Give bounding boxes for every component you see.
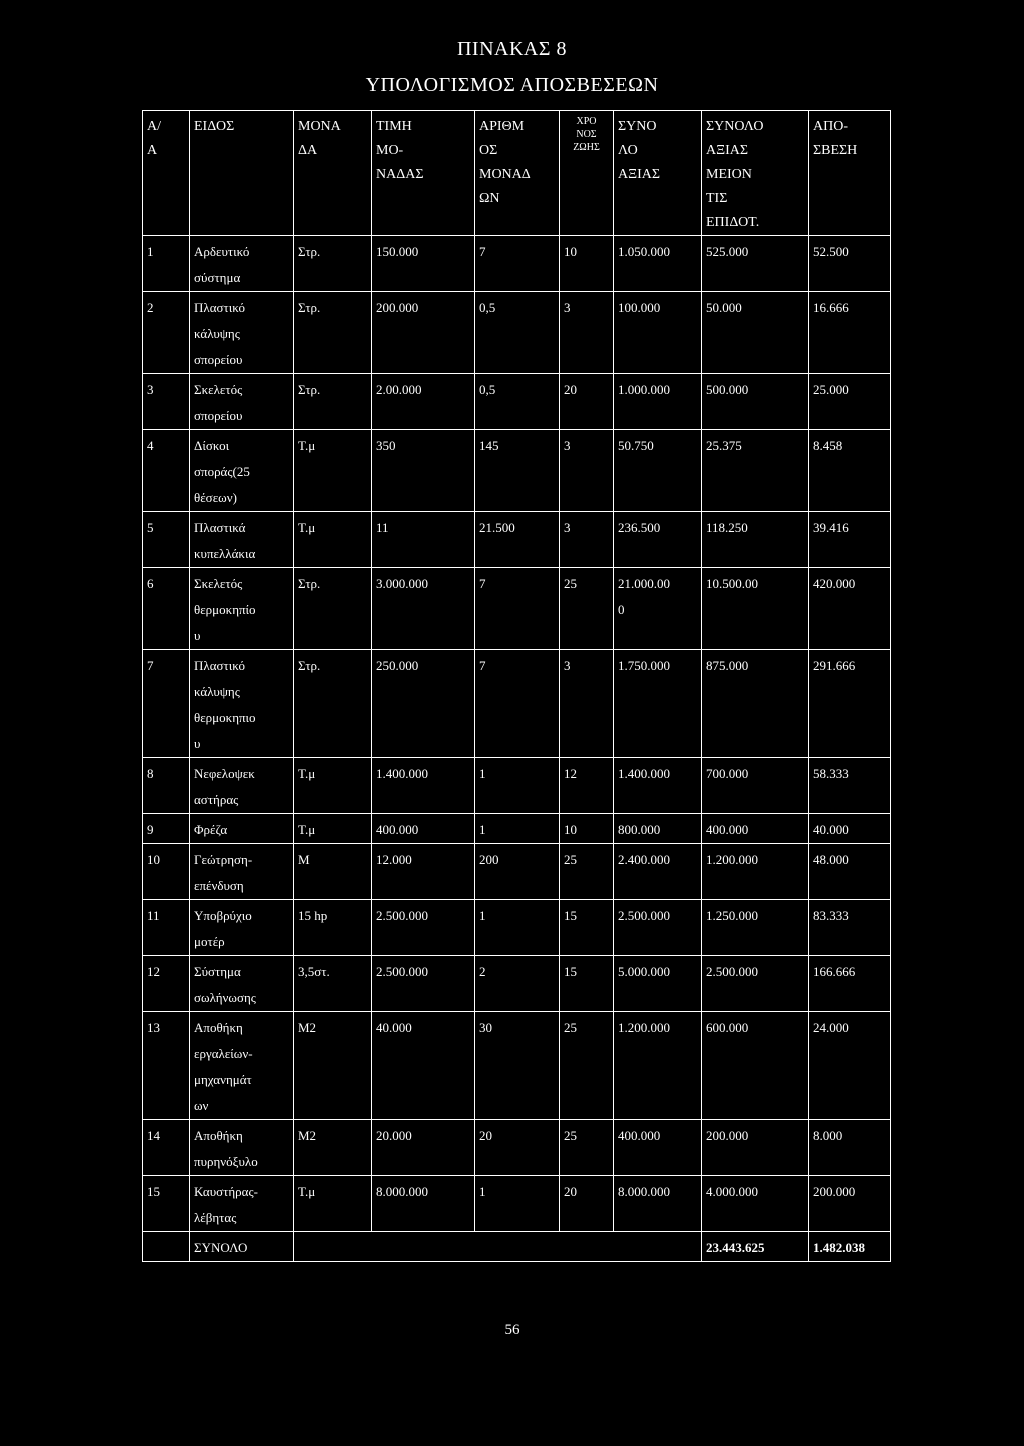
cell-arithmos: 2 [475, 956, 560, 1012]
cell-aposvesi: 16.666 [809, 292, 891, 374]
header-row [143, 111, 891, 236]
cell-timi: 2.00.000 [372, 374, 475, 430]
cell-monada: Στρ. [294, 374, 372, 430]
table-row [143, 900, 891, 956]
cell-aposvesi: 25.000 [809, 374, 891, 430]
cell-arithmos: 30 [475, 1012, 560, 1120]
cell-arithmos: 7 [475, 568, 560, 650]
table-row [143, 1176, 891, 1232]
cell-eidos: Αποθήκη εργαλείων- μηχανημάτ ων [190, 1012, 294, 1120]
cell-monada: Τ.μ [294, 1176, 372, 1232]
cell-aa: 9 [143, 814, 190, 844]
cell-monada: 15 hp [294, 900, 372, 956]
table-row [143, 236, 891, 292]
cell-synolo: 1.000.000 [614, 374, 702, 430]
cell-xronos: 10 [560, 236, 614, 292]
cell-eidos: Νεφελοψεκ αστήρας [190, 758, 294, 814]
table-title: ΠΙΝΑΚΑΣ 8 [456, 38, 568, 60]
cell-monada: Τ.μ [294, 814, 372, 844]
cell-xronos: 3 [560, 292, 614, 374]
cell-meion: 400.000 [702, 814, 809, 844]
table-row [143, 292, 891, 374]
cell-aa: 2 [143, 292, 190, 374]
cell-xronos: 20 [560, 1176, 614, 1232]
cell-xronos: 25 [560, 1120, 614, 1176]
cell-monada: Τ.μ [294, 512, 372, 568]
cell-meion: 4.000.000 [702, 1176, 809, 1232]
cell-arithmos: 1 [475, 758, 560, 814]
cell-meion: 50.000 [702, 292, 809, 374]
table-row [143, 814, 891, 844]
cell-synolo: 5.000.000 [614, 956, 702, 1012]
cell-aa: 8 [143, 758, 190, 814]
table-row [143, 430, 891, 512]
cell-arithmos: 20 [475, 1120, 560, 1176]
cell-eidos: Δίσκοι σποράς(25 θέσεων) [190, 430, 294, 512]
cell-eidos: Πλαστικό κάλυψης θερμοκηπιο υ [190, 650, 294, 758]
cell-meion: 875.000 [702, 650, 809, 758]
cell-monada: Τ.μ [294, 758, 372, 814]
cell-aposvesi: 420.000 [809, 568, 891, 650]
cell-synolo: 1.200.000 [614, 1012, 702, 1120]
cell-synolo: 8.000.000 [614, 1176, 702, 1232]
cell-timi: 2.500.000 [372, 900, 475, 956]
cell-timi: 12.000 [372, 844, 475, 900]
cell-meion: 525.000 [702, 236, 809, 292]
cell-meion: 1.200.000 [702, 844, 809, 900]
cell-arithmos: 0,5 [475, 292, 560, 374]
cell-xronos: 15 [560, 956, 614, 1012]
cell-synolo: 1.050.000 [614, 236, 702, 292]
cell-aposvesi: 40.000 [809, 814, 891, 844]
header-synolo-axias: ΣΥΝΟ ΛΟ ΑΞΙΑΣ [614, 111, 702, 236]
cell-aposvesi: 24.000 [809, 1012, 891, 1120]
cell-meion: 600.000 [702, 1012, 809, 1120]
total-row [143, 1232, 891, 1262]
table-row [143, 374, 891, 430]
cell-synolo: 400.000 [614, 1120, 702, 1176]
page-number: 56 [504, 1322, 520, 1338]
total-spacer [294, 1232, 702, 1262]
cell-monada: Τ.μ [294, 430, 372, 512]
header-aa: Α/ Α [143, 111, 190, 236]
cell-meion: 2.500.000 [702, 956, 809, 1012]
cell-meion: 118.250 [702, 512, 809, 568]
cell-xronos: 20 [560, 374, 614, 430]
table-row [143, 1012, 891, 1120]
cell-arithmos: 1 [475, 900, 560, 956]
header-arithmos: ΑΡΙΘΜ ΟΣ ΜΟΝΑΔ ΩΝ [475, 111, 560, 236]
cell-xronos: 10 [560, 814, 614, 844]
cell-synolo: 2.400.000 [614, 844, 702, 900]
cell-timi: 150.000 [372, 236, 475, 292]
cell-aa: 1 [143, 236, 190, 292]
cell-xronos: 25 [560, 844, 614, 900]
cell-aa: 5 [143, 512, 190, 568]
cell-xronos: 3 [560, 512, 614, 568]
cell-xronos: 15 [560, 900, 614, 956]
cell-monada: Στρ. [294, 292, 372, 374]
cell-aposvesi: 52.500 [809, 236, 891, 292]
cell-eidos: Πλαστικό κάλυψης σπορείου [190, 292, 294, 374]
cell-monada: Στρ. [294, 236, 372, 292]
cell-arithmos: 7 [475, 236, 560, 292]
cell-aa: 14 [143, 1120, 190, 1176]
cell-aposvesi: 48.000 [809, 844, 891, 900]
header-synolo-axias-meion: ΣΥΝΟΛΟ ΑΞΙΑΣ ΜΕΙΟΝ ΤΙΣ ΕΠΙΔΟΤ. [702, 111, 809, 236]
cell-xronos: 25 [560, 568, 614, 650]
cell-timi: 3.000.000 [372, 568, 475, 650]
cell-eidos: Γεώτρηση- επένδυση [190, 844, 294, 900]
cell-aposvesi: 39.416 [809, 512, 891, 568]
cell-arithmos: 7 [475, 650, 560, 758]
table-subtitle: ΥΠΟΛΟΓΙΣΜΟΣ ΑΠΟΣΒΕΣΕΩΝ [365, 74, 659, 96]
cell-eidos: Σκελετός θερμοκηπίο υ [190, 568, 294, 650]
cell-synolo: 1.400.000 [614, 758, 702, 814]
cell-arithmos: 145 [475, 430, 560, 512]
cell-synolo: 100.000 [614, 292, 702, 374]
cell-aposvesi: 291.666 [809, 650, 891, 758]
cell-aa: 11 [143, 900, 190, 956]
table-row [143, 956, 891, 1012]
cell-xronos: 3 [560, 650, 614, 758]
cell-timi: 350 [372, 430, 475, 512]
cell-arithmos: 1 [475, 1176, 560, 1232]
cell-timi: 250.000 [372, 650, 475, 758]
header-timi: ΤΙΜΗ ΜΟ- ΝΑΔΑΣ [372, 111, 475, 236]
cell-monada: Στρ. [294, 568, 372, 650]
header-xronos: ΧΡΟ ΝΟΣ ΖΩΗΣ [560, 111, 614, 236]
cell-eidos: Φρέζα [190, 814, 294, 844]
cell-timi: 20.000 [372, 1120, 475, 1176]
cell-xronos: 12 [560, 758, 614, 814]
header-aposvesi: ΑΠΟ- ΣΒΕΣΗ [809, 111, 891, 236]
cell-monada: Μ2 [294, 1012, 372, 1120]
cell-monada: 3,5στ. [294, 956, 372, 1012]
table-row [143, 568, 891, 650]
cell-synolo: 236.500 [614, 512, 702, 568]
table-row [143, 758, 891, 814]
cell-meion: 500.000 [702, 374, 809, 430]
cell-aposvesi: 83.333 [809, 900, 891, 956]
cell-aa: 15 [143, 1176, 190, 1232]
cell-monada: Μ2 [294, 1120, 372, 1176]
cell-aa: 12 [143, 956, 190, 1012]
cell-timi: 8.000.000 [372, 1176, 475, 1232]
cell-meion: 700.000 [702, 758, 809, 814]
cell-aa: 3 [143, 374, 190, 430]
cell-synolo: 50.750 [614, 430, 702, 512]
table-row [143, 512, 891, 568]
cell-eidos: Πλαστικά κυπελλάκια [190, 512, 294, 568]
cell-aa: 10 [143, 844, 190, 900]
cell-synolo: 2.500.000 [614, 900, 702, 956]
table-row [143, 650, 891, 758]
cell-arithmos: 200 [475, 844, 560, 900]
total-aposvesi: 1.482.038 [809, 1232, 891, 1262]
cell-timi: 2.500.000 [372, 956, 475, 1012]
cell-monada: Μ [294, 844, 372, 900]
cell-timi: 40.000 [372, 1012, 475, 1120]
total-empty-cell [143, 1232, 190, 1262]
header-eidos: ΕΙΔΟΣ [190, 111, 294, 236]
total-meion: 23.443.625 [702, 1232, 809, 1262]
cell-timi: 200.000 [372, 292, 475, 374]
cell-aa: 13 [143, 1012, 190, 1120]
table-row [143, 1120, 891, 1176]
cell-synolo: 800.000 [614, 814, 702, 844]
cell-synolo: 21.000.00 0 [614, 568, 702, 650]
cell-aa: 4 [143, 430, 190, 512]
cell-arithmos: 0,5 [475, 374, 560, 430]
cell-timi: 1.400.000 [372, 758, 475, 814]
cell-arithmos: 1 [475, 814, 560, 844]
cell-aposvesi: 166.666 [809, 956, 891, 1012]
cell-meion: 200.000 [702, 1120, 809, 1176]
cell-eidos: Σκελετός σπορείου [190, 374, 294, 430]
cell-eidos: Σύστημα σωλήνωσης [190, 956, 294, 1012]
cell-aa: 6 [143, 568, 190, 650]
cell-eidos: Αρδευτικό σύστημα [190, 236, 294, 292]
depreciation-table [142, 110, 891, 1262]
cell-meion: 1.250.000 [702, 900, 809, 956]
total-label: ΣΥΝΟΛΟ [190, 1232, 294, 1262]
cell-timi: 400.000 [372, 814, 475, 844]
cell-aposvesi: 8.458 [809, 430, 891, 512]
cell-synolo: 1.750.000 [614, 650, 702, 758]
cell-arithmos: 21.500 [475, 512, 560, 568]
cell-aposvesi: 58.333 [809, 758, 891, 814]
cell-aa: 7 [143, 650, 190, 758]
cell-monada: Στρ. [294, 650, 372, 758]
cell-aposvesi: 8.000 [809, 1120, 891, 1176]
cell-eidos: Υποβρύχιο μοτέρ [190, 900, 294, 956]
cell-xronos: 3 [560, 430, 614, 512]
cell-aposvesi: 200.000 [809, 1176, 891, 1232]
header-monada: ΜΟΝΑ ΔΑ [294, 111, 372, 236]
table-row [143, 844, 891, 900]
cell-timi: 11 [372, 512, 475, 568]
cell-xronos: 25 [560, 1012, 614, 1120]
cell-meion: 25.375 [702, 430, 809, 512]
cell-eidos: Αποθήκη πυρηνόξυλο [190, 1120, 294, 1176]
cell-meion: 10.500.00 [702, 568, 809, 650]
cell-eidos: Καυστήρας- λέβητας [190, 1176, 294, 1232]
